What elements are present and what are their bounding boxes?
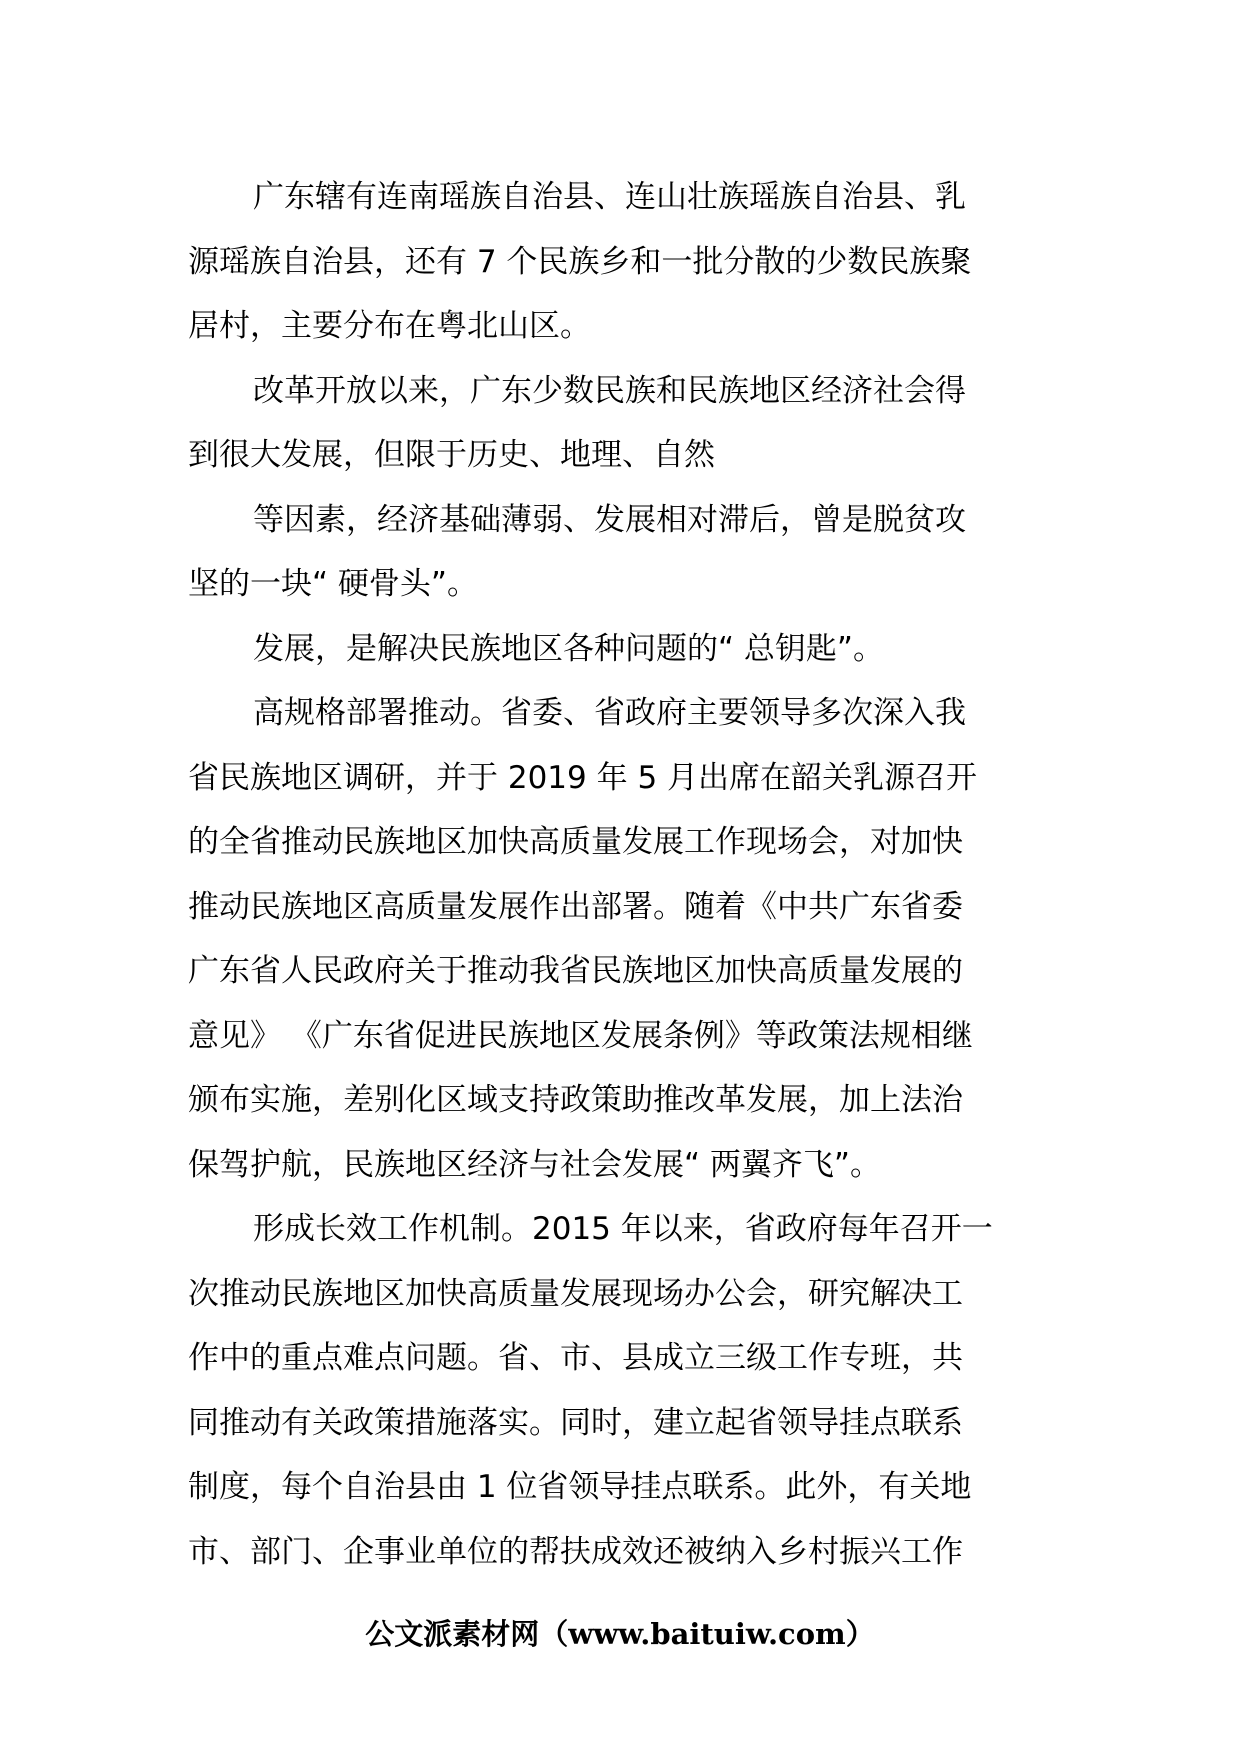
text-line: 形成长效工作机制。2015 年以来，省政府每年召开一 bbox=[253, 1211, 993, 1247]
text-line: 作中的重点难点问题。省、市、县成立三级工作专班，共 bbox=[188, 1340, 963, 1376]
text-line: 推动民族地区高质量发展作出部署。随着《中共广东省委 bbox=[188, 888, 963, 925]
footer-watermark: 公文派素材网（www.baituiw.com） bbox=[365, 1617, 875, 1651]
text-line: 省民族地区调研，并于 2019 年 5 月出席在韶关乳源召开 bbox=[188, 759, 978, 796]
text-line: 意见》 《广东省促进民族地区发展条例》等政策法规相继 bbox=[188, 1017, 973, 1054]
document-body bbox=[188, 165, 1054, 1584]
text-line: 市、部门、企事业单位的帮扶成效还被纳入乡村振兴工作 bbox=[188, 1533, 963, 1570]
text-line: 同推动有关政策措施落实。同时，建立起省领导挂点联系 bbox=[188, 1404, 963, 1441]
text-line: 源瑶族自治县，还有 7 个民族乡和一批分散的少数民族聚 bbox=[188, 243, 972, 280]
text-line: 发展，是解决民族地区各种问题的“ 总钥匙”。 bbox=[253, 630, 884, 667]
text-line: 颁布实施，差别化区域支持政策助推改革发展，加上法治 bbox=[188, 1082, 963, 1118]
text-line: 改革开放以来，广东少数民族和民族地区经济社会得 bbox=[253, 372, 966, 409]
text-line: 到很大发展，但限于历史、地理、自然 bbox=[188, 437, 715, 473]
text-line: 制度，每个自治县由 1 位省领导挂点联系。此外，有关地 bbox=[188, 1469, 972, 1505]
text-line: 等因素，经济基础薄弱、发展相对滞后，曾是脱贫攻 bbox=[253, 501, 966, 538]
text-line: 高规格部署推动。省委、省政府主要领导多次深入我 bbox=[253, 695, 966, 731]
text-line: 广东辖有连南瑶族自治县、连山壮族瑶族自治县、乳 bbox=[253, 179, 966, 215]
text-line: 保驾护航，民族地区经济与社会发展“ 两翼齐飞”。 bbox=[188, 1146, 881, 1183]
text-line: 广东省人民政府关于推动我省民族地区加快高质量发展的 bbox=[188, 953, 963, 989]
text-line: 的全省推动民族地区加快高质量发展工作现场会，对加快 bbox=[188, 824, 963, 860]
text-line: 次推动民族地区加快高质量发展现场办公会，研究解决工 bbox=[188, 1275, 963, 1312]
text-line: 居村，主要分布在粤北山区。 bbox=[188, 308, 591, 344]
text-line: 坚的一块“ 硬骨头”。 bbox=[188, 566, 478, 602]
